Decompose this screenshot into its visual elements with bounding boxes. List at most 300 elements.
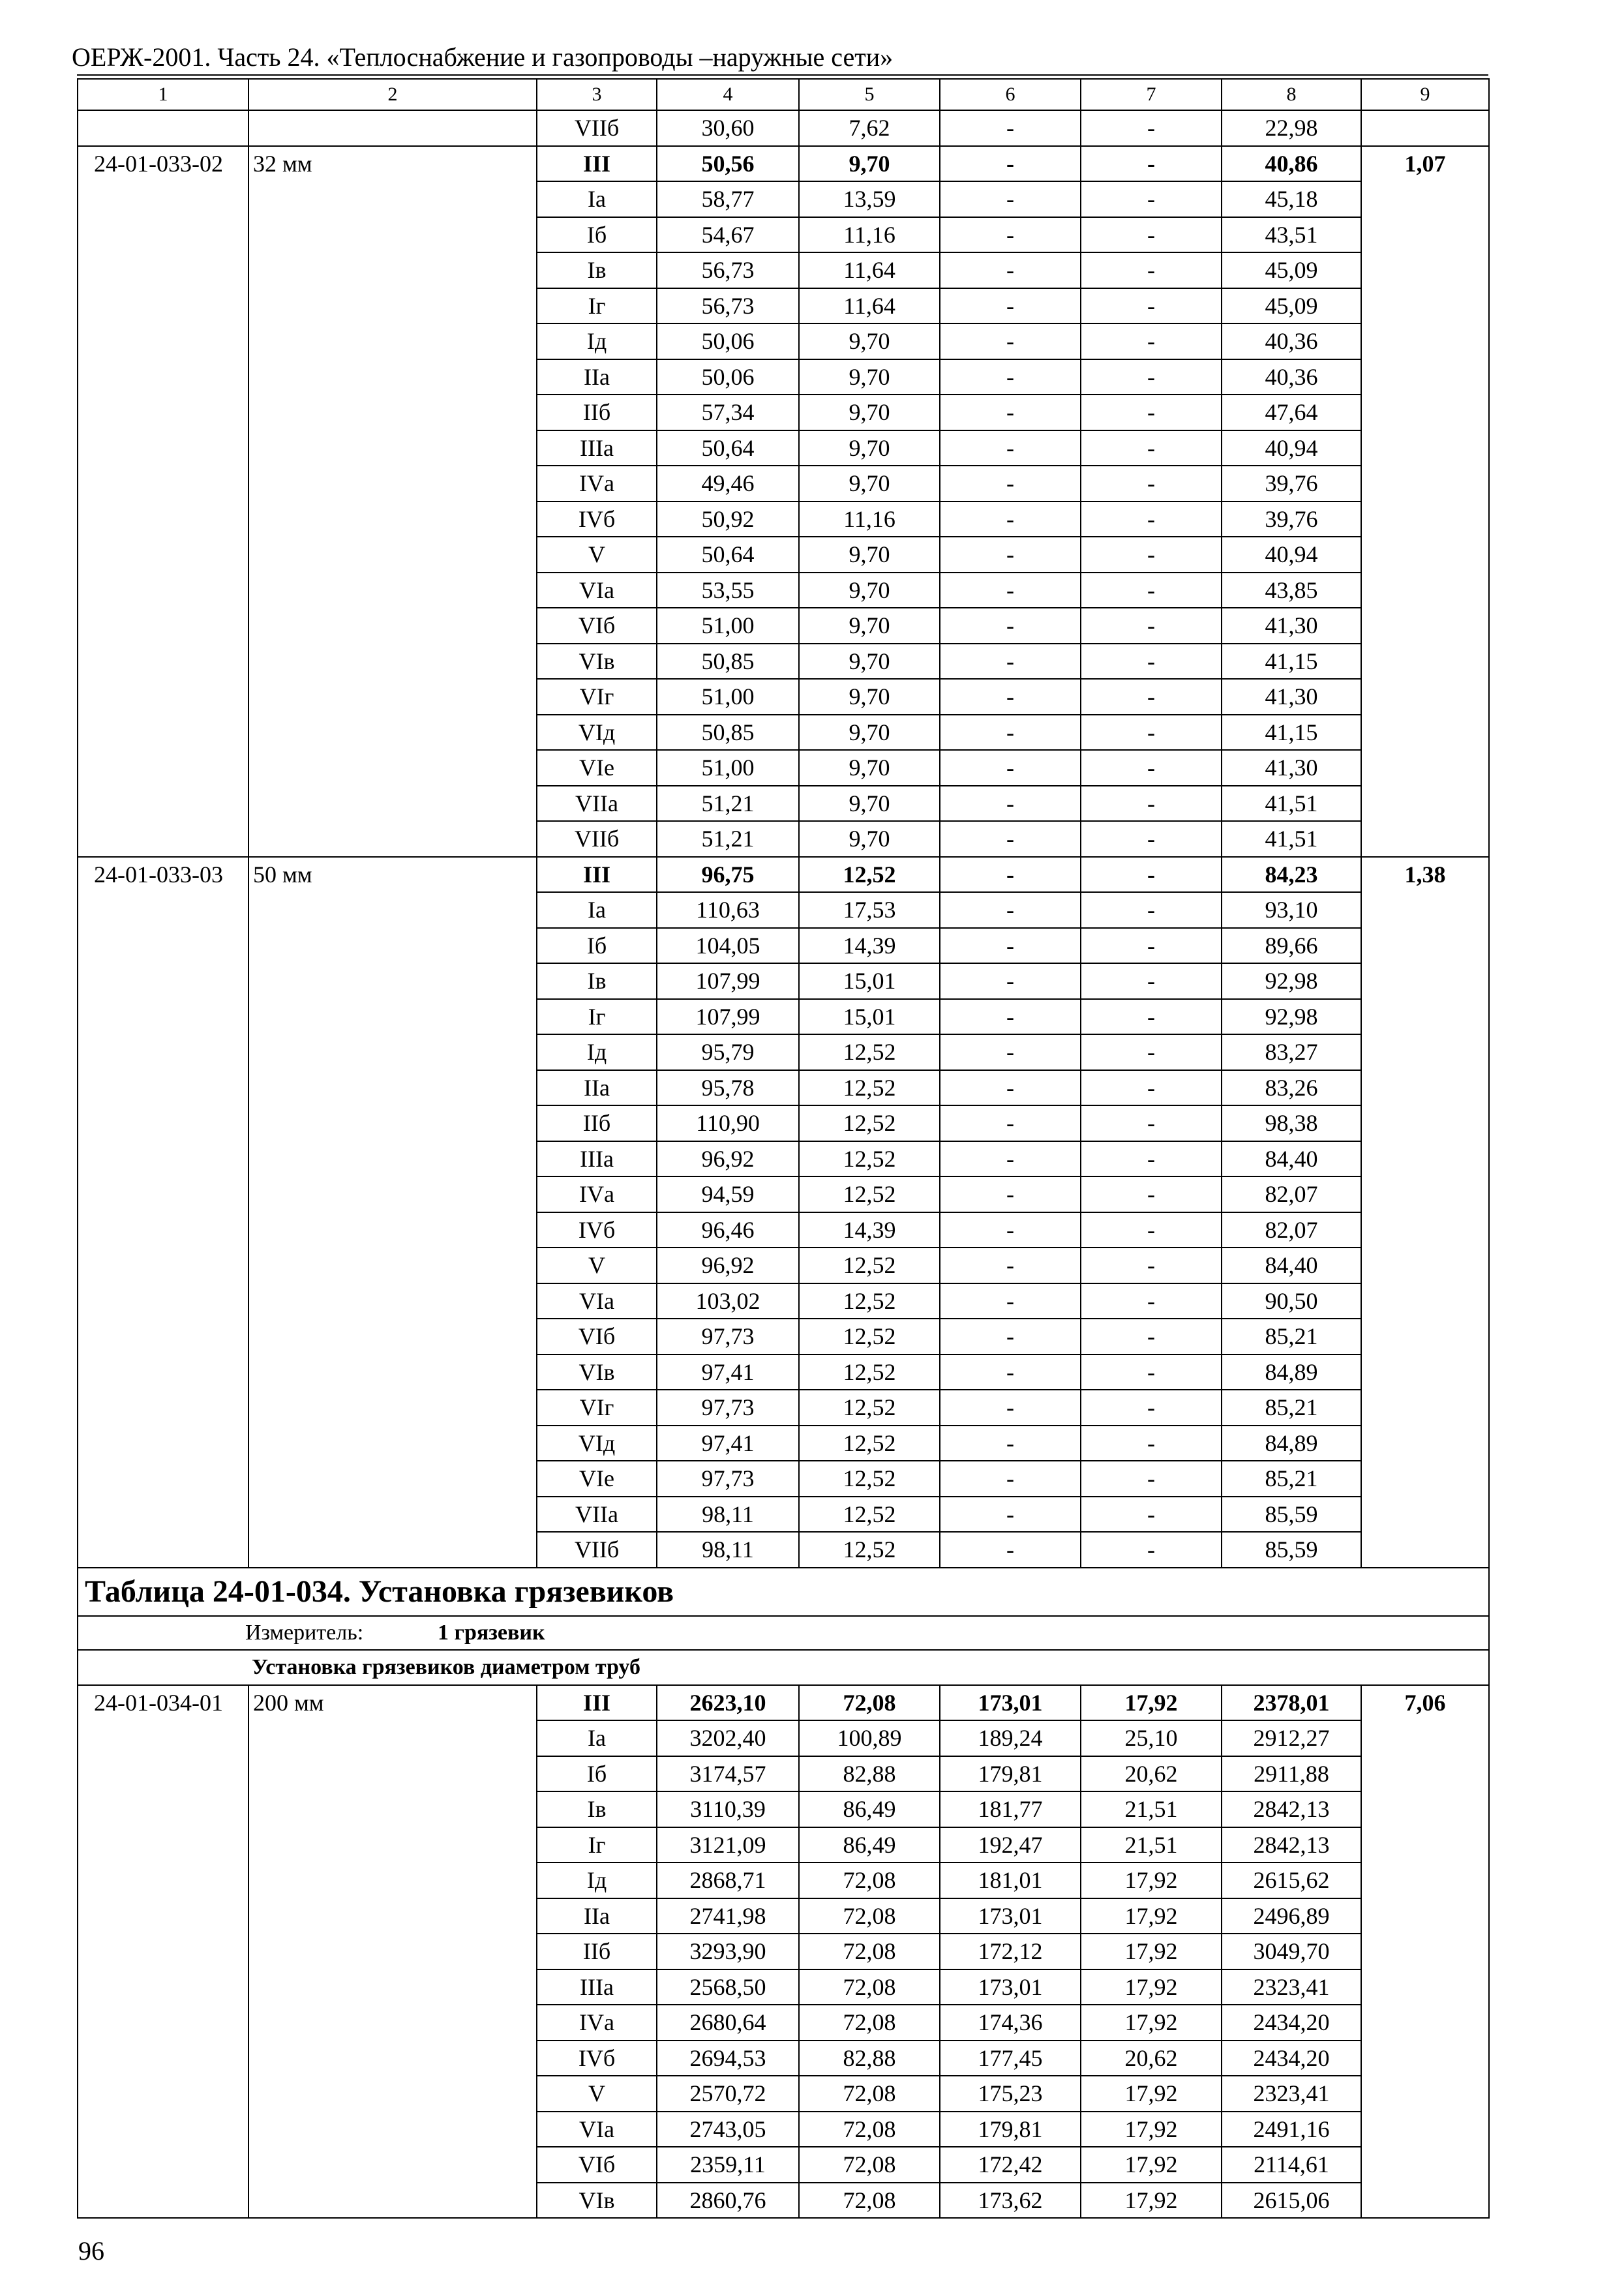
table-cell: 3121,09 xyxy=(657,1827,799,1863)
table-cell: 85,21 xyxy=(1222,1319,1361,1354)
table-cell: 5 xyxy=(799,79,940,110)
table-cell xyxy=(248,110,537,146)
table-cell xyxy=(78,110,248,146)
table-cell: Iв xyxy=(537,963,657,999)
table-cell: IVб xyxy=(537,1212,657,1248)
table-cell: 2359,11 xyxy=(657,2147,799,2183)
table-cell: 51,00 xyxy=(657,608,799,644)
table-cell: III xyxy=(537,146,657,182)
table-cell: IIIа xyxy=(537,1141,657,1177)
table-cell: 17,92 xyxy=(1081,1685,1222,1721)
table-cell: 51,21 xyxy=(657,786,799,822)
table-cell: IVа xyxy=(537,2005,657,2041)
table-cell: VIб xyxy=(537,608,657,644)
table-row xyxy=(78,857,1489,893)
table-cell: - xyxy=(1081,892,1222,928)
table-cell: 2496,89 xyxy=(1222,1898,1361,1934)
table-cell: 50,85 xyxy=(657,715,799,751)
table-cell: 17,92 xyxy=(1081,2183,1222,2219)
table-cell: 41,30 xyxy=(1222,679,1361,715)
table-cell: VIб xyxy=(537,2147,657,2183)
table-cell: 12,52 xyxy=(799,1426,940,1461)
table-cell: - xyxy=(1081,1248,1222,1283)
table-cell: - xyxy=(940,466,1081,501)
table-cell: VIг xyxy=(537,679,657,715)
table-cell: - xyxy=(940,181,1081,217)
table-cell: 172,42 xyxy=(940,2147,1081,2183)
table-cell: VIIа xyxy=(537,1497,657,1533)
table-cell: - xyxy=(940,146,1081,182)
table-cell: Iв xyxy=(537,1791,657,1827)
table-cell: 72,08 xyxy=(799,1969,940,2005)
table-cell: 54,67 xyxy=(657,217,799,253)
measure-label: Измеритель: xyxy=(245,1620,364,1645)
table-cell: 98,38 xyxy=(1222,1105,1361,1141)
table-cell: 11,16 xyxy=(799,501,940,537)
table-cell: 2623,10 xyxy=(657,1685,799,1721)
table-cell: 2912,27 xyxy=(1222,1720,1361,1756)
table-cell: - xyxy=(1081,430,1222,466)
table-cell: - xyxy=(1081,466,1222,501)
table-cell: Iг xyxy=(537,1827,657,1863)
table-cell: - xyxy=(940,252,1081,288)
table-cell: - xyxy=(1081,1176,1222,1212)
table-cell: IIIа xyxy=(537,430,657,466)
table-cell: 17,92 xyxy=(1081,2076,1222,2112)
table-cell: IIIа xyxy=(537,1969,657,2005)
table-cell: 24-01-034-01 xyxy=(78,1685,248,2219)
table-cell: - xyxy=(1081,573,1222,608)
table-cell: - xyxy=(940,608,1081,644)
table-cell: IVб xyxy=(537,2041,657,2076)
table-cell: 21,51 xyxy=(1081,1791,1222,1827)
table-cell: 86,49 xyxy=(799,1827,940,1863)
table-cell: 200 мм xyxy=(248,1685,537,2219)
table-cell: 58,77 xyxy=(657,181,799,217)
table-cell: 2842,13 xyxy=(1222,1827,1361,1863)
table-cell: 45,09 xyxy=(1222,252,1361,288)
table-cell: Iа xyxy=(537,892,657,928)
table-cell: 2743,05 xyxy=(657,2112,799,2147)
table-cell: - xyxy=(940,1105,1081,1141)
table-cell: - xyxy=(940,1426,1081,1461)
table-cell: - xyxy=(1081,146,1222,182)
table-cell: 41,30 xyxy=(1222,750,1361,786)
table-cell: VIд xyxy=(537,715,657,751)
table-cell: 12,52 xyxy=(799,1319,940,1354)
table-cell: 192,47 xyxy=(940,1827,1081,1863)
table-cell: 12,52 xyxy=(799,1105,940,1141)
table-cell: 53,55 xyxy=(657,573,799,608)
table-cell: 11,64 xyxy=(799,252,940,288)
table-cell: 84,40 xyxy=(1222,1248,1361,1283)
table-cell: VIе xyxy=(537,1461,657,1497)
table-cell: 3049,70 xyxy=(1222,1934,1361,1969)
table-cell: 12,52 xyxy=(799,1497,940,1533)
table-cell: Iа xyxy=(537,1720,657,1756)
table-cell: 2 xyxy=(248,79,537,110)
table-cell: 56,73 xyxy=(657,288,799,324)
table-cell: 92,98 xyxy=(1222,963,1361,999)
table-cell: IIб xyxy=(537,395,657,430)
table-cell: 20,62 xyxy=(1081,1756,1222,1792)
table-cell: 173,01 xyxy=(940,1685,1081,1721)
table-cell: 9,70 xyxy=(799,537,940,573)
table-cell: VIIб xyxy=(537,110,657,146)
table-cell: - xyxy=(940,821,1081,857)
table-cell: 173,01 xyxy=(940,1969,1081,2005)
table-cell: 12,52 xyxy=(799,857,940,893)
table-cell: 6 xyxy=(940,79,1081,110)
table-cell: 110,63 xyxy=(657,892,799,928)
table-cell: - xyxy=(940,110,1081,146)
table-cell: 189,24 xyxy=(940,1720,1081,1756)
table-cell: 50,64 xyxy=(657,430,799,466)
table-cell: - xyxy=(940,1248,1081,1283)
table-cell: VIIб xyxy=(537,1532,657,1568)
table-cell: Iд xyxy=(537,1034,657,1070)
table-cell: - xyxy=(1081,1532,1222,1568)
table-cell: 84,89 xyxy=(1222,1354,1361,1390)
table-cell: - xyxy=(1081,715,1222,751)
table-cell: 9,70 xyxy=(799,146,940,182)
table-row xyxy=(78,146,1489,182)
table-cell: 83,27 xyxy=(1222,1034,1361,1070)
table-cell: - xyxy=(1081,1141,1222,1177)
column-number-row xyxy=(78,79,1489,110)
table-cell: - xyxy=(1081,786,1222,822)
table-cell: Iв xyxy=(537,252,657,288)
table-cell: 2491,16 xyxy=(1222,2112,1361,2147)
table-cell: VIв xyxy=(537,644,657,680)
table-cell: 56,73 xyxy=(657,252,799,288)
table-cell: 175,23 xyxy=(940,2076,1081,2112)
table-cell: - xyxy=(940,395,1081,430)
table-cell: 95,79 xyxy=(657,1034,799,1070)
table-cell: 50,92 xyxy=(657,501,799,537)
table-cell: - xyxy=(1081,821,1222,857)
table-cell: 1,38 xyxy=(1361,857,1489,1568)
table-cell: 98,11 xyxy=(657,1532,799,1568)
table-cell: - xyxy=(940,359,1081,395)
table-cell: - xyxy=(1081,644,1222,680)
table-cell: 12,52 xyxy=(799,1354,940,1390)
table-cell: - xyxy=(1081,1283,1222,1319)
table-cell: 95,78 xyxy=(657,1070,799,1106)
table-cell: 173,62 xyxy=(940,2183,1081,2219)
table-cell: 41,15 xyxy=(1222,644,1361,680)
table-cell: 3202,40 xyxy=(657,1720,799,1756)
table-cell: VIб xyxy=(537,1319,657,1354)
table-cell: 103,02 xyxy=(657,1283,799,1319)
table-cell: - xyxy=(1081,288,1222,324)
table-cell: - xyxy=(1081,501,1222,537)
table-cell: 9,70 xyxy=(799,750,940,786)
table-cell: 41,51 xyxy=(1222,821,1361,857)
table-cell: 24-01-033-02 xyxy=(78,146,248,857)
table-cell: - xyxy=(940,892,1081,928)
table-cell: 179,81 xyxy=(940,2112,1081,2147)
table-cell: - xyxy=(1081,1461,1222,1497)
table-cell: 90,50 xyxy=(1222,1283,1361,1319)
table-cell: - xyxy=(1081,359,1222,395)
page-header: ОЕРЖ-2001. Часть 24. «Теплоснабжение и газопроводы –наружные сети» xyxy=(72,42,894,72)
table-cell: 9,70 xyxy=(799,608,940,644)
table-cell: 2694,53 xyxy=(657,2041,799,2076)
table-cell: III xyxy=(537,1685,657,1721)
table-cell: 49,46 xyxy=(657,466,799,501)
table-cell: - xyxy=(940,288,1081,324)
table-cell: 1,07 xyxy=(1361,146,1489,857)
table-cell: - xyxy=(1081,928,1222,964)
table-cell: - xyxy=(940,1176,1081,1212)
table-cell: Iд xyxy=(537,1863,657,1898)
table-cell: 15,01 xyxy=(799,999,940,1035)
table-cell: 9,70 xyxy=(799,644,940,680)
table-cell: VIIа xyxy=(537,786,657,822)
table-cell: 9,70 xyxy=(799,821,940,857)
table-cell: 3110,39 xyxy=(657,1791,799,1827)
table-cell: 9,70 xyxy=(799,573,940,608)
table-cell: 2615,62 xyxy=(1222,1863,1361,1898)
table-cell: 72,08 xyxy=(799,2183,940,2219)
table-cell: - xyxy=(1081,1497,1222,1533)
table-cell: - xyxy=(940,857,1081,893)
table-cell: 14,39 xyxy=(799,1212,940,1248)
table-cell: VIд xyxy=(537,1426,657,1461)
table-cell: VIа xyxy=(537,2112,657,2147)
table-cell: 82,07 xyxy=(1222,1212,1361,1248)
table-cell: 13,59 xyxy=(799,181,940,217)
table-cell: - xyxy=(1081,963,1222,999)
table-cell: - xyxy=(940,1319,1081,1354)
table-cell: - xyxy=(940,323,1081,359)
table-cell: 9,70 xyxy=(799,323,940,359)
table-cell: - xyxy=(940,217,1081,253)
table-cell: - xyxy=(940,928,1081,964)
table-cell: - xyxy=(1081,608,1222,644)
table-cell: 47,64 xyxy=(1222,395,1361,430)
table-cell: 12,52 xyxy=(799,1532,940,1568)
table-cell: - xyxy=(940,1461,1081,1497)
table-cell: 12,52 xyxy=(799,1034,940,1070)
table-cell: Iа xyxy=(537,181,657,217)
table-cell: VIIб xyxy=(537,821,657,857)
table-cell: - xyxy=(940,1497,1081,1533)
table-title: Таблица 24-01-034. Установка грязевиков xyxy=(78,1568,1489,1616)
table-cell: 12,52 xyxy=(799,1248,940,1283)
table-row xyxy=(78,110,1489,146)
table-cell: 2378,01 xyxy=(1222,1685,1361,1721)
table-cell: 3 xyxy=(537,79,657,110)
table-cell: 12,52 xyxy=(799,1141,940,1177)
table-cell: 12,52 xyxy=(799,1283,940,1319)
table-cell: 57,34 xyxy=(657,395,799,430)
table-cell xyxy=(78,1650,1489,1685)
table-cell: 39,76 xyxy=(1222,466,1361,501)
table-cell: - xyxy=(1081,252,1222,288)
table-cell: - xyxy=(1081,750,1222,786)
table-cell: 17,92 xyxy=(1081,1969,1222,2005)
table-cell: 39,76 xyxy=(1222,501,1361,537)
table-cell: Iб xyxy=(537,928,657,964)
table-cell: 50,85 xyxy=(657,644,799,680)
table-cell: 40,36 xyxy=(1222,323,1361,359)
table-cell: 2868,71 xyxy=(657,1863,799,1898)
table-cell: 2323,41 xyxy=(1222,1969,1361,2005)
table-cell: - xyxy=(940,1390,1081,1426)
table-cell: 83,26 xyxy=(1222,1070,1361,1106)
table-cell: 82,07 xyxy=(1222,1176,1361,1212)
table-cell: 96,92 xyxy=(657,1141,799,1177)
table-cell: 7 xyxy=(1081,79,1222,110)
table-cell: 9,70 xyxy=(799,679,940,715)
table-cell: 40,36 xyxy=(1222,359,1361,395)
table-cell: 93,10 xyxy=(1222,892,1361,928)
table-cell: 104,05 xyxy=(657,928,799,964)
table-cell: - xyxy=(1081,537,1222,573)
table-cell: 2568,50 xyxy=(657,1969,799,2005)
table-cell: 72,08 xyxy=(799,2147,940,2183)
table-body xyxy=(78,79,1489,2218)
table-cell: - xyxy=(940,644,1081,680)
table-cell: 40,94 xyxy=(1222,537,1361,573)
table-cell: 12,52 xyxy=(799,1176,940,1212)
table-cell: - xyxy=(1081,395,1222,430)
table-cell: - xyxy=(940,1532,1081,1568)
table-cell: 72,08 xyxy=(799,1863,940,1898)
table-cell: 97,73 xyxy=(657,1390,799,1426)
table-cell: 96,75 xyxy=(657,857,799,893)
table-cell: 17,92 xyxy=(1081,1898,1222,1934)
table-cell: - xyxy=(1081,1390,1222,1426)
table-cell: - xyxy=(940,1070,1081,1106)
table-cell: 72,08 xyxy=(799,1934,940,1969)
subheading-row xyxy=(78,1650,1489,1685)
table-cell: 181,01 xyxy=(940,1863,1081,1898)
table-cell: 9,70 xyxy=(799,430,940,466)
table-cell: 17,92 xyxy=(1081,2005,1222,2041)
table-cell: 96,92 xyxy=(657,1248,799,1283)
table-cell: 9,70 xyxy=(799,466,940,501)
table-cell: 107,99 xyxy=(657,999,799,1035)
table-cell: 94,59 xyxy=(657,1176,799,1212)
table-cell: - xyxy=(940,715,1081,751)
table-cell: 12,52 xyxy=(799,1390,940,1426)
table-cell: Iг xyxy=(537,288,657,324)
table-cell: 11,64 xyxy=(799,288,940,324)
table-cell: - xyxy=(1081,323,1222,359)
table-cell: V xyxy=(537,2076,657,2112)
table-cell: 72,08 xyxy=(799,2005,940,2041)
table-cell: 12,52 xyxy=(799,1070,940,1106)
table-cell: - xyxy=(940,750,1081,786)
table-cell: 22,98 xyxy=(1222,110,1361,146)
table-cell: IIб xyxy=(537,1105,657,1141)
table-cell: 12,52 xyxy=(799,1461,940,1497)
table-cell: VIе xyxy=(537,750,657,786)
table-cell: - xyxy=(1081,1070,1222,1106)
table-cell: 98,11 xyxy=(657,1497,799,1533)
table-cell: 96,46 xyxy=(657,1212,799,1248)
table-cell: - xyxy=(940,537,1081,573)
table-cell: 84,23 xyxy=(1222,857,1361,893)
table-cell: - xyxy=(940,1141,1081,1177)
table-cell: 50,64 xyxy=(657,537,799,573)
table-cell: IVб xyxy=(537,501,657,537)
table-cell: VIг xyxy=(537,1390,657,1426)
table-cell: VIв xyxy=(537,2183,657,2219)
table-cell: 7,06 xyxy=(1361,1685,1489,2219)
table-cell: 181,77 xyxy=(940,1791,1081,1827)
table-cell: 51,00 xyxy=(657,679,799,715)
table-cell: 2570,72 xyxy=(657,2076,799,2112)
table-cell: VIв xyxy=(537,1354,657,1390)
table-cell: IIа xyxy=(537,359,657,395)
table-cell: 41,51 xyxy=(1222,786,1361,822)
table-cell: 100,89 xyxy=(799,1720,940,1756)
table-cell: 30,60 xyxy=(657,110,799,146)
table-cell: 15,01 xyxy=(799,963,940,999)
table-cell: VIа xyxy=(537,573,657,608)
table-cell: 92,98 xyxy=(1222,999,1361,1035)
table-cell: 9,70 xyxy=(799,786,940,822)
table-cell: - xyxy=(940,1212,1081,1248)
table-cell: 8 xyxy=(1222,79,1361,110)
table-cell: IIа xyxy=(537,1898,657,1934)
table-cell: 51,21 xyxy=(657,821,799,857)
page-number: 96 xyxy=(78,2236,104,2266)
table-cell: - xyxy=(940,1283,1081,1319)
table-cell: 85,59 xyxy=(1222,1532,1361,1568)
table-cell: - xyxy=(1081,1319,1222,1354)
table-cell: 2911,88 xyxy=(1222,1756,1361,1792)
table-cell: 2434,20 xyxy=(1222,2041,1361,2076)
table-cell: VIа xyxy=(537,1283,657,1319)
table-cell: 2323,41 xyxy=(1222,2076,1361,2112)
table-cell: - xyxy=(1081,1212,1222,1248)
table-cell: 1 xyxy=(78,79,248,110)
table-cell: 17,53 xyxy=(799,892,940,928)
table-cell: 41,15 xyxy=(1222,715,1361,751)
table-cell: - xyxy=(1081,1426,1222,1461)
table-cell: - xyxy=(940,679,1081,715)
table-row xyxy=(78,1685,1489,1721)
table-cell xyxy=(1361,110,1489,146)
table-cell: V xyxy=(537,537,657,573)
table-cell: Iб xyxy=(537,217,657,253)
subheading: Установка грязевиков диаметром труб xyxy=(252,1654,640,1679)
table-cell: 14,39 xyxy=(799,928,940,964)
table-cell: - xyxy=(1081,181,1222,217)
table-cell: 89,66 xyxy=(1222,928,1361,964)
table-cell: 50,56 xyxy=(657,146,799,182)
table-cell: - xyxy=(1081,999,1222,1035)
table-cell: 173,01 xyxy=(940,1898,1081,1934)
table-cell: Iд xyxy=(537,323,657,359)
table-cell: 84,40 xyxy=(1222,1141,1361,1177)
table-cell: 20,62 xyxy=(1081,2041,1222,2076)
table-cell: 85,21 xyxy=(1222,1461,1361,1497)
table-cell: - xyxy=(940,430,1081,466)
table-cell: 50,06 xyxy=(657,323,799,359)
table-cell: - xyxy=(1081,1034,1222,1070)
table-cell: IVа xyxy=(537,1176,657,1212)
table-title-row xyxy=(78,1568,1489,1616)
table-cell: 45,18 xyxy=(1222,181,1361,217)
table-cell xyxy=(78,1616,1489,1650)
table-cell: - xyxy=(940,1354,1081,1390)
